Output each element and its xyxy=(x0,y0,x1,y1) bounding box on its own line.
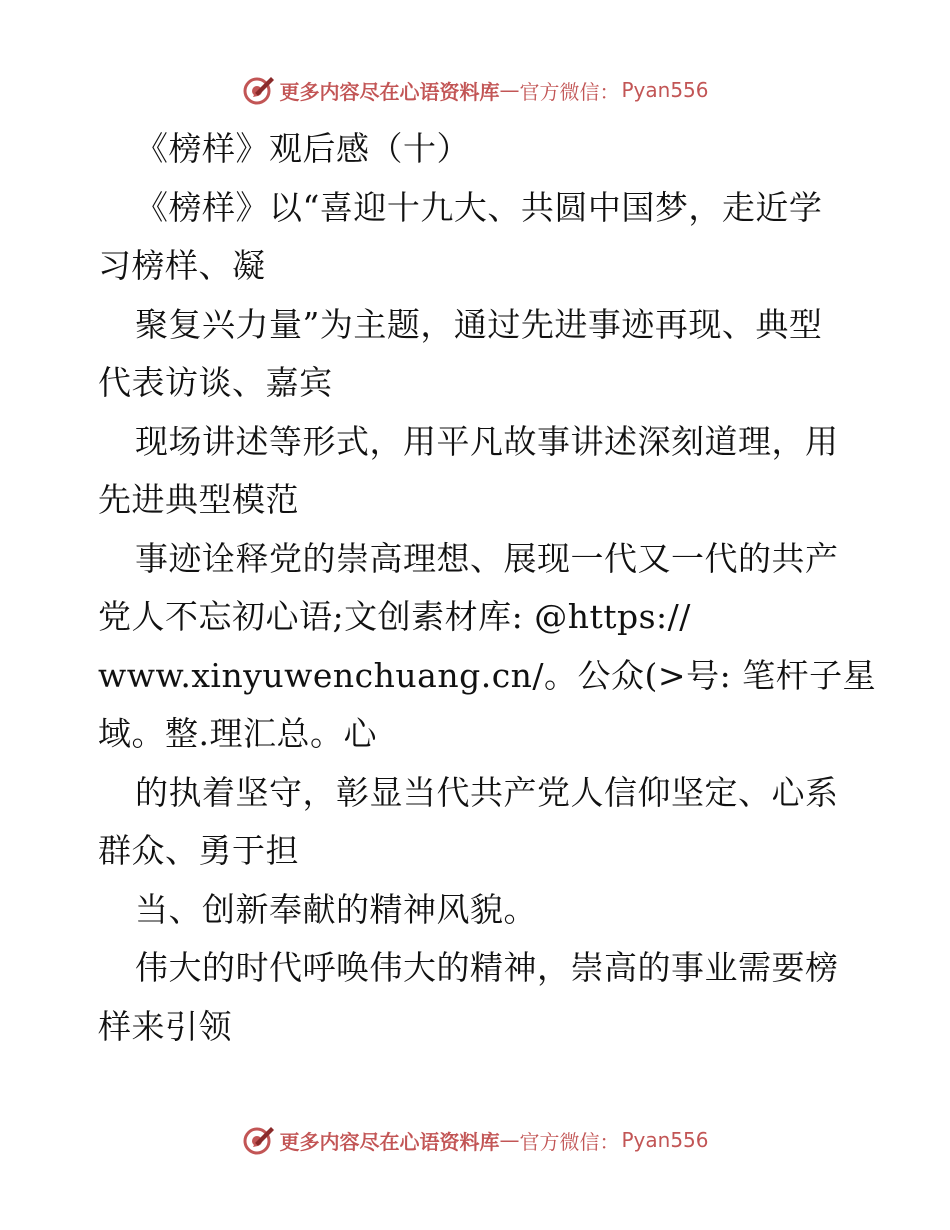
paragraph-line: 事迹诠释党的崇高理想、展现一代又一代的共产 xyxy=(135,538,839,578)
paragraph-line: 代表访谈、嘉宾 xyxy=(98,363,333,402)
paragraph-line: 群众、勇于担 xyxy=(98,831,299,870)
footer-wechat-label: 官方微信： xyxy=(519,1129,620,1154)
paragraph-line: 聚复兴力量”为主题，通过先进事迹再现、典型 xyxy=(135,304,823,344)
paragraph-line: 党人不忘初心语;文创素材库: @https:// xyxy=(98,597,691,636)
paragraph-line: 先进典型模范 xyxy=(98,480,299,519)
document-title: 《榜样》观后感（十） xyxy=(135,129,470,168)
pen-logo-icon xyxy=(241,73,275,107)
footer-brand-text: 更多内容尽在心语资料库 xyxy=(279,1129,500,1154)
header-wechat-label: 官方微信： xyxy=(519,79,620,104)
paragraph-line: 伟大的时代呼唤伟大的精神，崇高的事业需要榜 xyxy=(135,948,839,987)
document-body xyxy=(98,120,877,1056)
paragraph-line: 《榜样》以“喜迎十九大、共圆中国梦，走近学 xyxy=(135,187,823,227)
paragraph-line: 现场讲述等形式，用平凡故事讲述深刻道理，用 xyxy=(135,421,839,461)
header-brand-text: 更多内容尽在心语资料库 xyxy=(279,79,500,104)
paragraph-line: 样来引领 xyxy=(98,1006,232,1046)
paragraph-line: 的执着坚守，彰显当代共产党人信仰坚定、心系 xyxy=(135,772,839,812)
paragraph-line: www.xinyuwenchuang.cn/。公众(>号: 笔杆子星 xyxy=(98,655,877,695)
footer-wechat-id: Pyan556 xyxy=(621,1128,709,1152)
pen-logo-icon xyxy=(241,1123,275,1157)
footer-banner xyxy=(0,1120,950,1160)
paragraph-line: 域。整.理汇总。心 xyxy=(98,714,377,753)
paragraph-line: 当、创新奉献的精神风貌。 xyxy=(135,889,537,929)
paragraph-line: 习榜样、凝 xyxy=(98,246,266,285)
header-wechat-id: Pyan556 xyxy=(621,78,709,102)
header-banner xyxy=(0,70,950,110)
footer-separator: — xyxy=(499,1128,520,1152)
header-separator: — xyxy=(499,78,520,102)
